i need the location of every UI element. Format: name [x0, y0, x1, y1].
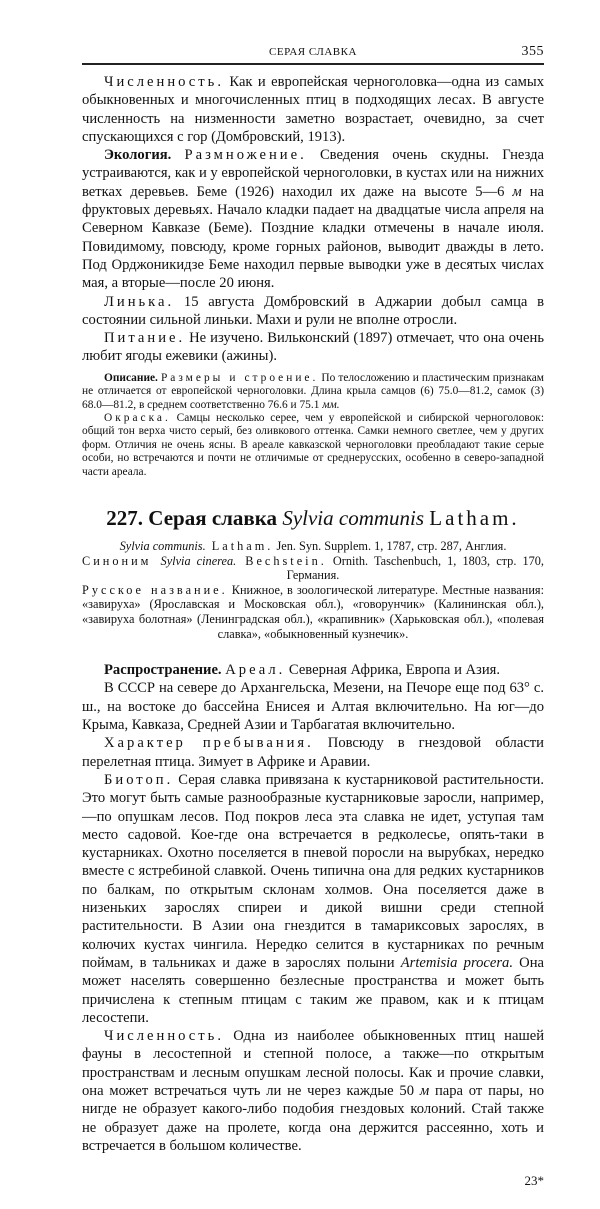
spaced-subheading: Синоним: [82, 553, 161, 568]
text-run: Книжное, в зоологической литературе. Местные названия: «завируха» (Ярославская и Московская обл.), «говорунчик» (Калининская обл.), «завируха болотная» (Ленинградская обл.), «крапивник» (Харьковская обл.), «полевая славка», «обыкновенный кузнечик».: [82, 582, 545, 641]
text-paragraph: [82, 412, 544, 479]
text-run: Самцы несколько серее, чем у европейской и сибирской черноголовок: общий тон верха чисто серый, без оливкового оттенка. Самки немного светлее, чем у других форм. Отличия не очень ясны. В ареале кавказской черноголовки преобладают такие серые особи, но встречаются и почти не отличимые от среднерусских, особенно в северо-западной части ареала.: [82, 411, 544, 478]
signature-mark: 23*: [524, 1173, 544, 1189]
section-label: Описание.: [104, 371, 158, 384]
text-paragraph: [82, 372, 544, 412]
italic-text: м: [419, 1082, 430, 1099]
italic-text: м: [512, 183, 522, 200]
text-run: 15 августа Домбровский в Аджарии добыл самца в состоянии сильной линьки. Махи и рули не вполне отросли.: [82, 293, 544, 328]
italic-text: Sylvia cinerea.: [160, 553, 237, 568]
page-number: 355: [521, 44, 544, 59]
spaced-subheading: Latham.: [429, 506, 520, 530]
spaced-subheading: Размножение.: [184, 147, 307, 164]
text-run: на фруктовых деревьях. Начало кладки падает на двадцатые числа апреля на Северном Кавказе (Беме). Поздние кладки отмечены в начале июля. Повидимому, повсюду, кроме горных районов, выводит дважды в лето. Под Орджоникидзе Беме находил первые выводки уже в десятых числах мая, а вторые—после 20 июня.: [82, 183, 545, 292]
text-run: Повсюду в гнездовой области перелетная птица. Зимует в Африке и Аравии.: [82, 735, 544, 770]
text-paragraph: [82, 73, 544, 146]
species-heading: [82, 505, 544, 531]
citation-paragraph: [82, 539, 544, 554]
text-paragraph: [82, 1027, 544, 1155]
italic-text: мм.: [322, 398, 340, 411]
text-paragraph: [82, 146, 544, 292]
text-run: Как и европейская черноголовка—одна из самых обыкновенных и многочисленных птиц в подходящих лесах. В августе численность на низменности заметно возрастает, очевидно, за счет спускающихся с гор (Домбровский, 1913).: [82, 74, 544, 145]
text-run: 227. Серая славка: [106, 506, 283, 530]
spaced-subheading: Численность.: [104, 1028, 224, 1045]
text-run: Ornith. Taschenbuch, 1, 1803, стр. 170, Германия.: [286, 553, 545, 583]
section-label: Экология.: [104, 147, 172, 164]
citation-paragraph: [82, 583, 544, 641]
text-run: Одна из наиболее обыкновенных птиц нашей фауны в лесостепной и степной полосе, а также—по открытым пространствам и лесным опушкам лесной полосы. Как и прочие славки, она может встречаться чуть ли не через каждые 50: [82, 1028, 544, 1099]
running-header: [82, 44, 544, 60]
text-paragraph: [82, 679, 544, 734]
text-run: В СССР на севере до Архангельска, Мезени, на Печоре еще под 63° с. ш., на востоке до бассейна Енисея и Алтая включительно. На юг—до Крыма, Кавказа, Средней Азии и Тарбагатая включительно.: [82, 680, 544, 734]
text-run: По телосложению и пластическим признакам не отличается от европейской черноголовки. Длина крыла самцов (6) 75.0—81.2, самок (3) 68.0—81.2, в среднем соответственно 76.6 и 75.1: [82, 371, 544, 411]
italic-text: Artemisia procera.: [400, 954, 513, 971]
spaced-subheading: Численность.: [104, 74, 224, 90]
header-rule: [82, 63, 544, 65]
text-run: Не изучено. Вильконский (1897) отмечает, что она очень любит ягоды ежевики (ажины).: [82, 330, 544, 365]
text-paragraph: [82, 293, 544, 330]
text-paragraph: [82, 661, 544, 679]
spaced-subheading: Питание.: [104, 330, 186, 347]
spaced-subheading: Характер пребывания.: [104, 735, 314, 752]
spaced-subheading: Bechstein.: [236, 553, 327, 568]
text-run: Она может населять совершенно безлесные пространства и может быть причислена к степным птицам с таким же правом, как и к птицам лесостепи.: [82, 954, 544, 1026]
book-page: [82, 0, 544, 1209]
text-run: Jen. Syn. Supplem. 1, 1787, стр. 287, Англия.: [276, 539, 507, 553]
text-run: Сведения очень скудны. Гнезда устраиваются, как и у европейской черноголовки, в кустах или на нижних ветках деревьев. Беме (1926) находил их даже на высоте 5—6: [82, 147, 544, 200]
spaced-subheading: Русское название.: [82, 582, 228, 597]
spaced-subheading: Биотоп.: [104, 771, 174, 788]
spaced-subheading: Окраска.: [104, 411, 171, 424]
running-title: СЕРАЯ СЛАВКА: [269, 46, 357, 58]
text-paragraph: [82, 734, 544, 771]
spaced-subheading: Размеры и строение.: [160, 371, 319, 384]
italic-text: Sylvia communis.: [119, 539, 206, 553]
text-run: пара от пары, но нигде не образует какого-либо подобия гнездовых колоний. Стай также не образует даже на пролете, когда она держится рассеянно, хоть и встречается в большом количестве.: [82, 1082, 544, 1154]
spaced-subheading: Линька.: [104, 293, 175, 310]
citation-paragraph: [82, 554, 544, 583]
spaced-subheading: Ареал.: [225, 662, 286, 679]
text-run: Северная Африка, Европа и Азия.: [288, 662, 500, 679]
italic-text: Sylvia communis: [282, 506, 430, 530]
spaced-subheading: Latham.: [205, 539, 274, 553]
page-body: [82, 73, 544, 1155]
text-run: Серая славка привязана к кустарниковой растительности. Это могут быть самые разнообразные кустарниковые заросли, например,—по опушкам лесов. Под покров леса эта славка не идет, уступая там место садовой. Кое-где она встречается в редколесье, опять-таки в кустарниках. Охотно поселяется в пневой поросли на вырубках, нередко вместе с ястребиной славкой. Очень типична она для редких кустарников по балкам, по открытым склонам холмов. Она поселяется даже в низеньких зарослях спиреи и дикой вишни среди степной растительности. В Азии она гнездится в тамариксовых зарослях, в колючих кустах чингила. Нередко селится в кустарниках по речным поймам, в тальниках и даже в зарослях полыни: [82, 771, 544, 971]
text-paragraph: [82, 329, 544, 366]
section-label: Распространение.: [104, 662, 222, 679]
text-paragraph: [82, 771, 544, 1027]
